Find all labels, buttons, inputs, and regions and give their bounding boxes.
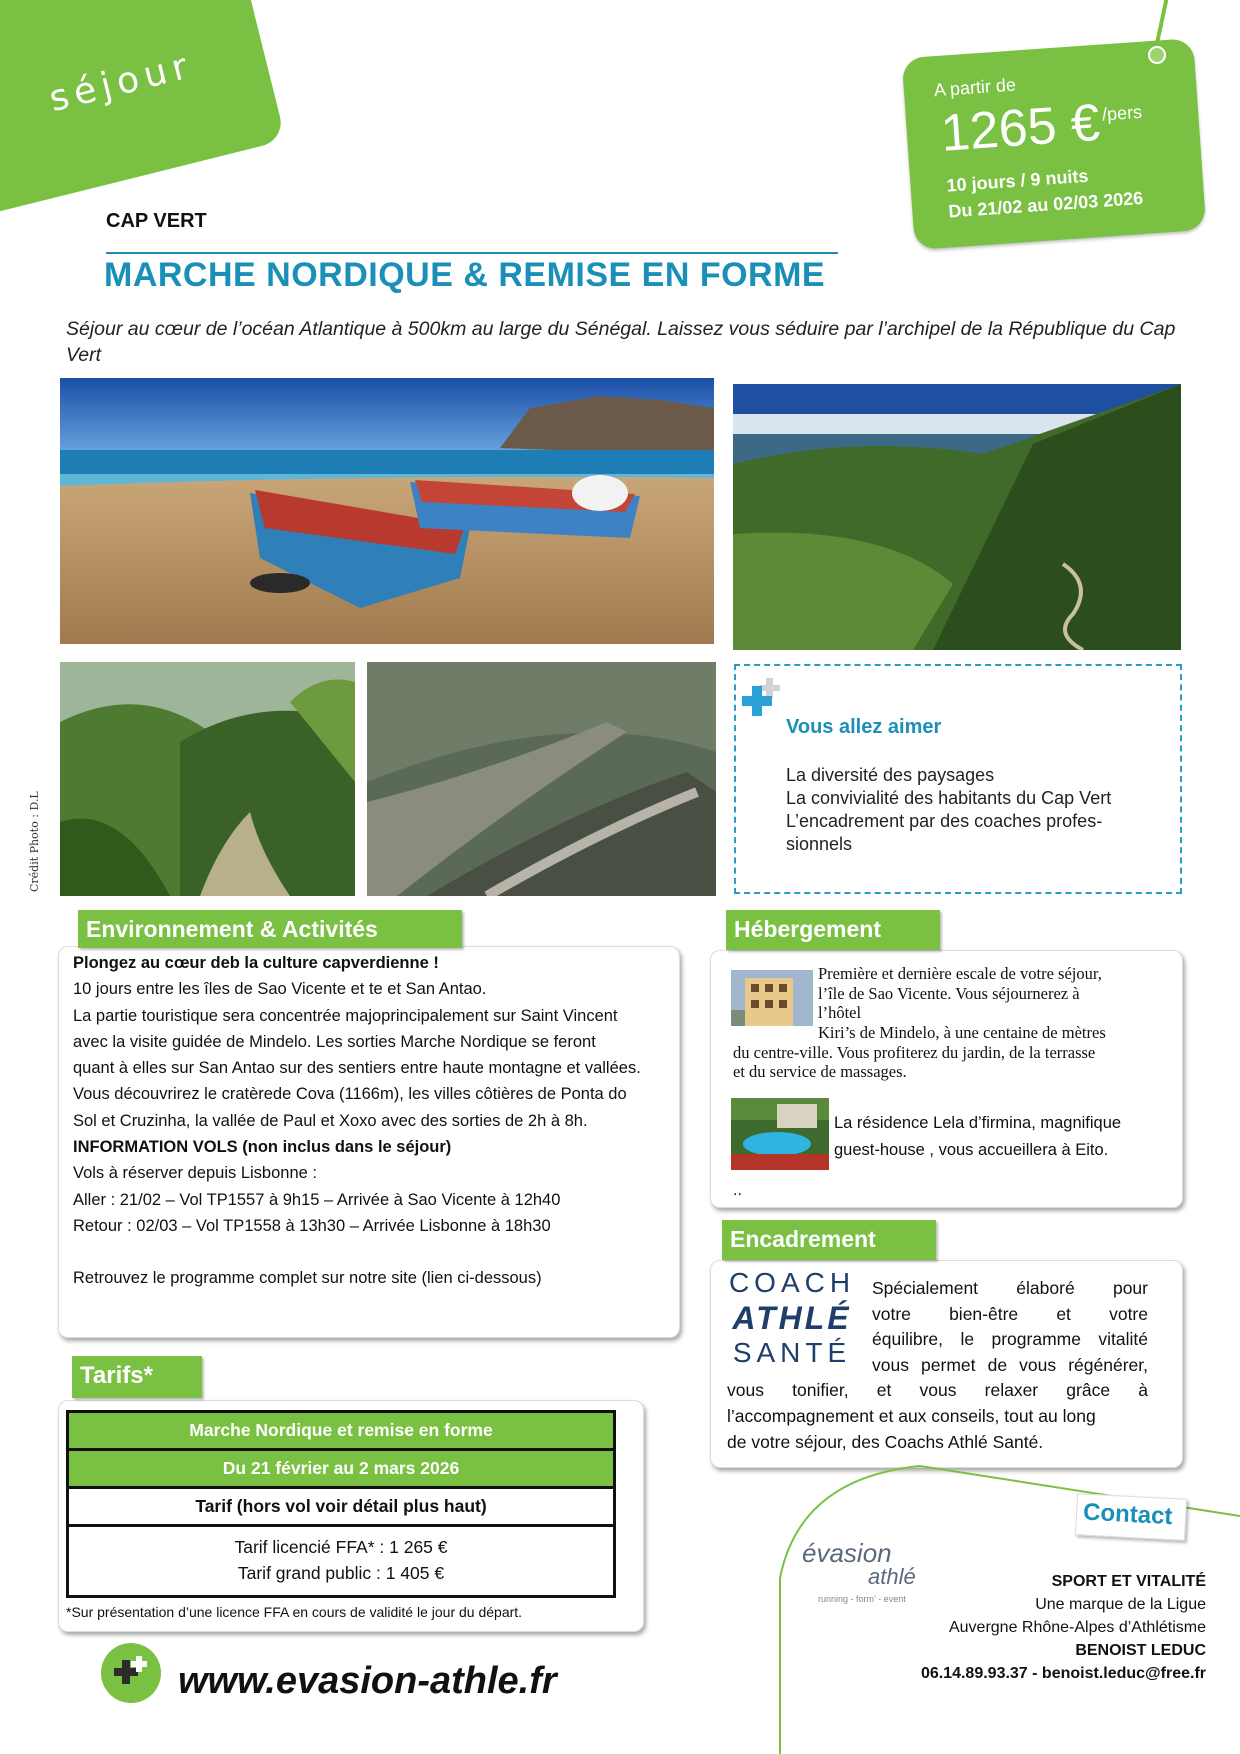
logo-tagline: running - form’ - event xyxy=(818,1594,906,1604)
hebergement-line: Première et dernière escale de votre séjour, xyxy=(818,964,1102,983)
photo-credit: Crédit Photo : D.L xyxy=(28,791,41,892)
encadrement-line: vous permet de vous régénérer, xyxy=(872,1354,1148,1375)
logo-line: COACH xyxy=(728,1267,856,1298)
environnement-line: avec la visite guidée de Mindelo. Les sorties Marche Nordique se feront xyxy=(73,1032,596,1051)
environnement-line: Sol et Cruzinha, la vallée de Paul et Xoxo avec des sorties de 2h à 8h. xyxy=(73,1111,588,1130)
environnement-line: quant à elles sur San Antao sur des sentiers entre haute montagne et vallées. xyxy=(73,1059,641,1078)
price-amount: 1265 € xyxy=(938,93,1102,163)
intro-text: Séjour au cœur de l’océan Atlantique à 500km au large du Sénégal. Laissez vous séduire par l’archipel de la République du Cap Vert xyxy=(66,318,1176,366)
encadrement-line: l’accompagnement et aux conseils, tout au long xyxy=(727,1406,1096,1426)
hebergement-line: guest-house , vous accueillera à Eito. xyxy=(834,1141,1109,1159)
logo-sub: athlé xyxy=(868,1564,916,1589)
environnement-text xyxy=(73,950,673,1292)
logo-line: SANTÉ xyxy=(732,1337,852,1368)
photo-stone-trail xyxy=(367,662,716,896)
programme-note: Retrouvez le programme complet sur notre site (lien ci-dessous) xyxy=(73,1269,542,1288)
aimer-item: La convivialité des habitants du Cap Vert xyxy=(786,788,1112,808)
aimer-item: L’encadrement par des coaches profes- xyxy=(786,811,1103,831)
tarifs-row-info: Tarif (hors vol voir détail plus haut) xyxy=(69,1489,613,1527)
website-link[interactable]: www.evasion-athle.fr xyxy=(178,1660,557,1702)
tarifs-table xyxy=(66,1410,616,1598)
photo-mountain-valley xyxy=(733,384,1181,650)
encadrement-full-line: vous tonifier, et vous relaxer grâce à xyxy=(727,1380,1148,1400)
coach-athle-sante-logo xyxy=(716,1266,868,1374)
hebergement-para2 xyxy=(834,1110,1154,1164)
contact-line: SPORT ET VITALITÉ xyxy=(1051,1573,1206,1590)
encadrement-line: de votre séjour, des Coachs Athlé Santé. xyxy=(727,1431,1044,1452)
page-title: MARCHE NORDIQUE & REMISE EN FORME xyxy=(104,256,826,294)
tarifs-row-dates: Du 21 février au 2 mars 2026 xyxy=(69,1451,613,1489)
vols-line: Aller : 21/02 – Vol TP1557 à 9h15 – Arrivée à Sao Vicente à 12h40 xyxy=(73,1190,561,1209)
hebergement-header: Hébergement xyxy=(726,910,940,950)
website-plus-icon xyxy=(100,1642,162,1709)
environnement-line: Vous découvrirez le cratèrede Cova (1166m), les villes côtières de Ponta do xyxy=(73,1085,627,1104)
title-rule xyxy=(106,252,838,254)
plus-icon xyxy=(742,672,790,723)
photo-jungle-path xyxy=(60,662,355,896)
price-from: A partir de xyxy=(933,74,1017,101)
tarif-public: Tarif grand public : 1 405 € xyxy=(237,1562,445,1583)
encadrement-last xyxy=(727,1404,1148,1455)
aimer-list xyxy=(786,764,1176,856)
hotel-photo xyxy=(731,970,813,1026)
price-unit: /pers xyxy=(1101,101,1143,125)
contact-phone-email[interactable]: 06.14.89.93.37 - benoist.leduc@free.fr xyxy=(920,1665,1206,1682)
hebergement-line: l’île de Sao Vicente. Vous séjournerez à xyxy=(818,983,1080,1003)
contact-line: Une marque de la Ligue xyxy=(1035,1596,1206,1613)
hebergement-line: et du service de massages. xyxy=(733,1062,907,1082)
hebergement-para1-rest xyxy=(733,1023,1173,1082)
aimer-title: Vous allez aimer xyxy=(786,716,942,738)
hebergement-line: Kiri’s de Mindelo, à une centaine de mètres xyxy=(818,1023,1106,1042)
country-label: CAP VERT xyxy=(106,210,207,232)
price-badge xyxy=(902,38,1207,250)
tarif-licencie: Tarif licencié FFA* : 1 265 € xyxy=(234,1536,448,1557)
logo-line: ATHLÉ xyxy=(732,1300,852,1336)
tarifs-header: Tarifs* xyxy=(72,1356,202,1398)
environnement-line: La partie touristique sera concentrée majoprincipalement sur Saint Vincent xyxy=(73,1006,618,1025)
encadrement-line: Spécialement élaboré pour xyxy=(872,1278,1148,1298)
guesthouse-photo xyxy=(731,1098,829,1170)
vols-title: INFORMATION VOLS (non inclus dans le séjour) xyxy=(73,1138,452,1157)
encadrement-line: votre bien-être et votre xyxy=(872,1303,1148,1324)
hebergement-line: l’hôtel xyxy=(818,1003,862,1023)
contact-header: Contact xyxy=(1075,1493,1187,1541)
hebergement-para1 xyxy=(818,964,1158,1023)
hebergement-line: La résidence Lela d’firmina, magnifique xyxy=(834,1114,1122,1132)
contact-line: BENOIST LEDUC xyxy=(1075,1642,1206,1659)
aimer-item: La diversité des paysages xyxy=(786,765,995,785)
contact-text xyxy=(860,1570,1206,1685)
encadrement-line: équilibre, le programme vitalité xyxy=(872,1329,1148,1350)
hebergement-dots: .. xyxy=(733,1182,742,1199)
corner-tag-shape xyxy=(0,0,286,213)
tarifs-row-prices xyxy=(69,1527,613,1592)
aimer-item: sionnels xyxy=(786,834,853,854)
vols-line: Retour : 02/03 – Vol TP1558 à 13h30 – Arrivée Lisbonne à 18h30 xyxy=(73,1216,551,1235)
encadrement-header: Encadrement xyxy=(722,1220,936,1260)
contact-line: Auvergne Rhône-Alpes d’Athlétisme xyxy=(948,1619,1206,1636)
vols-line: Vols à réserver depuis Lisbonne : xyxy=(73,1164,317,1183)
price-duration: 10 jours / 9 nuits xyxy=(945,165,1090,196)
environnement-header: Environnement & Activités xyxy=(78,910,462,948)
tarifs-row-title: Marche Nordique et remise en forme xyxy=(69,1413,613,1451)
tarifs-footnote: *Sur présentation d’une licence FFA en cours de validité le jour du départ. xyxy=(66,1604,523,1620)
photo-beach-boats xyxy=(60,378,714,644)
encadrement-text-right xyxy=(872,1276,1148,1378)
corner-tag-label: séjour xyxy=(45,44,198,121)
logo-main: évasion xyxy=(802,1538,892,1568)
environnement-line: 10 jours entre les îles de Sao Vicente et te et San Antao. xyxy=(73,980,487,999)
environnement-lead: Plongez au cœur deb la culture capverdienne ! xyxy=(73,954,439,972)
price-dates: Du 21/02 au 02/03 2026 xyxy=(947,187,1144,222)
price-tag-hole xyxy=(1148,46,1166,64)
hebergement-line: du centre-ville. Vous profiterez du jardin, de la terrasse xyxy=(733,1042,1096,1062)
